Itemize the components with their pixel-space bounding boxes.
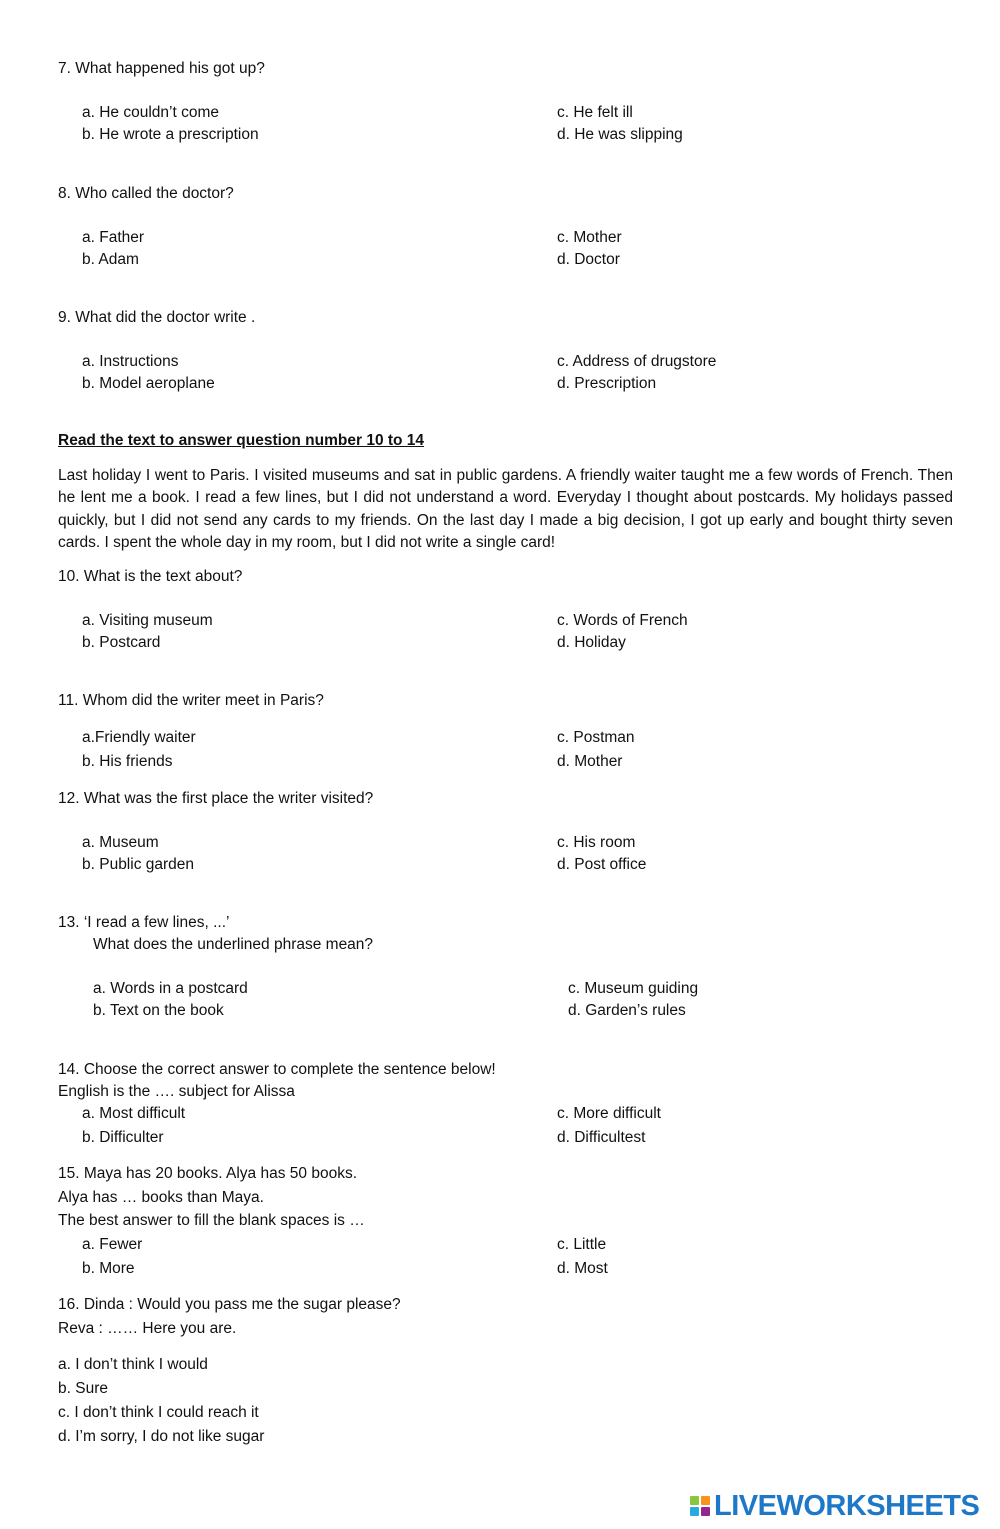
- q11-option-c[interactable]: c. Postman: [557, 729, 635, 746]
- question-16: 16. Dinda : Would you pass me the sugar please?: [58, 1296, 401, 1313]
- question-7: 7. What happened his got up?: [58, 60, 265, 77]
- q12-option-a[interactable]: a. Museum: [82, 834, 159, 851]
- q16-option-a[interactable]: a. I don’t think I would: [58, 1356, 208, 1373]
- q13-option-c[interactable]: c. Museum guiding: [568, 980, 699, 997]
- q10-option-b[interactable]: b. Postcard: [82, 634, 161, 651]
- q9-option-c[interactable]: c. Address of drugstore: [557, 353, 717, 370]
- q15-option-d[interactable]: d. Most: [557, 1260, 608, 1277]
- question-14-sentence: English is the …. subject for Alissa: [58, 1083, 295, 1100]
- q11-option-a[interactable]: a.Friendly waiter: [82, 729, 196, 746]
- question-14: 14. Choose the correct answer to complete the sentence below!: [58, 1061, 496, 1078]
- q12-option-d[interactable]: d. Post office: [557, 856, 647, 873]
- liveworksheets-logo-icon: [690, 1496, 710, 1516]
- question-9: 9. What did the doctor write .: [58, 309, 256, 326]
- logo-square-purple: [701, 1507, 710, 1516]
- q15-option-a[interactable]: a. Fewer: [82, 1236, 143, 1253]
- q8-option-a[interactable]: a. Father: [82, 229, 145, 246]
- question-15: 15. Maya has 20 books. Alya has 50 books.: [58, 1165, 357, 1182]
- q14-option-c[interactable]: c. More difficult: [557, 1105, 661, 1122]
- q9-option-a[interactable]: a. Instructions: [82, 353, 179, 370]
- q8-option-b[interactable]: b. Adam: [82, 251, 139, 268]
- question-8: 8. Who called the doctor?: [58, 185, 234, 202]
- reading-heading: Read the text to answer question number 10 to 14: [58, 432, 425, 449]
- q10-option-a[interactable]: a. Visiting museum: [82, 612, 213, 629]
- q14-option-b[interactable]: b. Difficulter: [82, 1129, 164, 1146]
- question-13-prompt: What does the underlined phrase mean?: [93, 936, 374, 953]
- logo-square-blue: [690, 1507, 699, 1516]
- q7-option-a[interactable]: a. He couldn’t come: [82, 104, 219, 121]
- q16-option-b[interactable]: b. Sure: [58, 1380, 108, 1397]
- q8-option-c[interactable]: c. Mother: [557, 229, 622, 246]
- reading-passage: Last holiday I went to Paris. I visited museums and sat in public gardens. A friendly waiter taught me a few words of French. Then he lent me a book. I read a few lines, but I did not understand a word. Everyday I thought about postcards. My holidays passed quickly, but I did not send any cards to my friends. On the last day I made a big decision, I got up early and bought thirty seven cards. I spent the whole day in my room, but I did not write a single card!: [58, 467, 953, 551]
- q14-option-a[interactable]: a. Most difficult: [82, 1105, 186, 1122]
- question-15-instruction: The best answer to fill the blank spaces is …: [58, 1212, 365, 1229]
- q10-option-d[interactable]: d. Holiday: [557, 634, 626, 651]
- question-11: 11. Whom did the writer meet in Paris?: [58, 692, 324, 709]
- q10-option-c[interactable]: c. Words of French: [557, 612, 688, 629]
- q13-option-d[interactable]: d. Garden’s rules: [568, 1002, 686, 1019]
- q8-option-d[interactable]: d. Doctor: [557, 251, 620, 268]
- q7-option-c[interactable]: c. He felt ill: [557, 104, 633, 121]
- question-13: 13. ‘I read a few lines, ...’: [58, 914, 230, 931]
- q13-option-a[interactable]: a. Words in a postcard: [93, 980, 248, 997]
- logo-square-green: [690, 1496, 699, 1505]
- liveworksheets-logo[interactable]: [690, 1488, 979, 1524]
- q16-option-d[interactable]: d. I’m sorry, I do not like sugar: [58, 1428, 265, 1445]
- question-15-sentence: Alya has … books than Maya.: [58, 1189, 264, 1206]
- question-12: 12. What was the first place the writer visited?: [58, 790, 374, 807]
- q15-option-c[interactable]: c. Little: [557, 1236, 607, 1253]
- q11-option-b[interactable]: b. His friends: [82, 753, 173, 770]
- logo-square-orange: [701, 1496, 710, 1505]
- q12-option-b[interactable]: b. Public garden: [82, 856, 195, 873]
- q7-option-d[interactable]: d. He was slipping: [557, 126, 683, 143]
- q7-option-b[interactable]: b. He wrote a prescription: [82, 126, 259, 143]
- q9-option-b[interactable]: b. Model aeroplane: [82, 375, 215, 392]
- q12-option-c[interactable]: c. His room: [557, 834, 636, 851]
- q11-option-d[interactable]: d. Mother: [557, 753, 623, 770]
- q15-option-b[interactable]: b. More: [82, 1260, 135, 1277]
- question-16-reply: Reva : …… Here you are.: [58, 1320, 237, 1337]
- q9-option-d[interactable]: d. Prescription: [557, 375, 657, 392]
- q16-option-c[interactable]: c. I don’t think I could reach it: [58, 1404, 259, 1421]
- q14-option-d[interactable]: d. Difficultest: [557, 1129, 646, 1146]
- question-10: 10. What is the text about?: [58, 568, 243, 585]
- q13-option-b[interactable]: b. Text on the book: [93, 1002, 224, 1019]
- logo-text: LIVEWORKSHEETS: [714, 1490, 980, 1522]
